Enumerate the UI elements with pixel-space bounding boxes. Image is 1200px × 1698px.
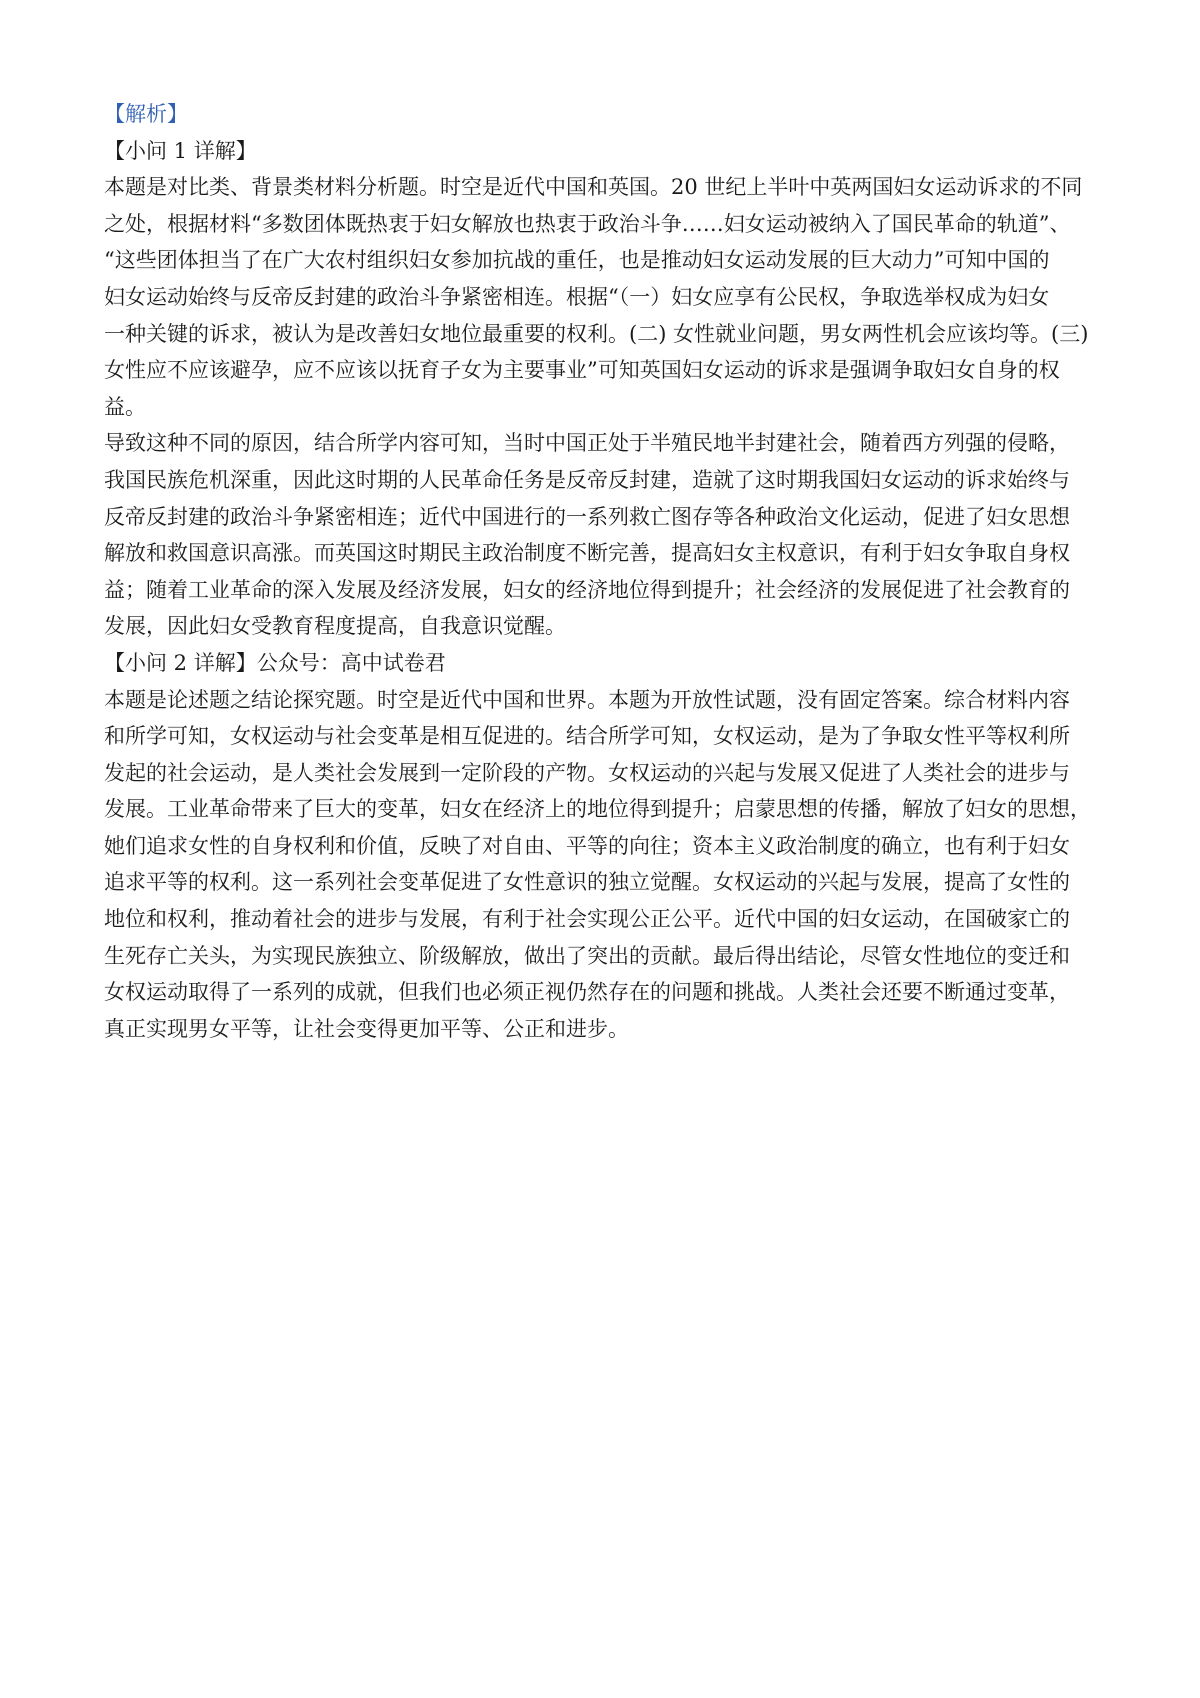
text-line: 地位和权利，推动着社会的进步与发展，有利于社会实现公正公平。近代中国的妇女运动，在国破家亡的 bbox=[104, 907, 1070, 932]
text-line: 本题是对比类、背景类材料分析题。时空是近代中国和英国。20 世纪上半叶中英两国妇女运动诉求的不同 bbox=[104, 175, 1083, 200]
question-1-paragraph-1 bbox=[104, 169, 1094, 425]
question-2-paragraph bbox=[104, 682, 1094, 1048]
text-line: 解放和救国意识高涨。而英国这时期民主政治制度不断完善，提高妇女主权意识，有利于妇女争取自身权 bbox=[104, 541, 1070, 566]
text-line: 发展。工业革命带来了巨大的变革，妇女在经济上的地位得到提升；启蒙思想的传播，解放了妇女的思想， bbox=[104, 797, 1091, 822]
question-2-heading: 【小问 2 详解】公众号：高中试卷君 bbox=[104, 650, 446, 675]
text-line: 之处，根据材料“多数团体既热衷于妇女解放也热衷于政治斗争……妇女运动被纳入了国民革命的轨道”、 bbox=[104, 211, 1071, 236]
text-line: 导致这种不同的原因，结合所学内容可知，当时中国正处于半殖民地半封建社会，随着西方列强的侵略， bbox=[104, 431, 1070, 456]
question-1-heading: 【小问 1 详解】 bbox=[104, 138, 257, 163]
text-line: 反帝反封建的政治斗争紧密相连；近代中国进行的一系列救亡图存等各种政治文化运动，促进了妇女思想 bbox=[104, 504, 1070, 529]
text-line: 本题是论述题之结论探究题。时空是近代中国和世界。本题为开放性试题，没有固定答案。综合材料内容 bbox=[104, 687, 1070, 712]
text-line: 发展，因此妇女受教育程度提高，自我意识觉醒。 bbox=[104, 614, 566, 639]
text-line: 发起的社会运动，是人类社会发展到一定阶段的产物。女权运动的兴起与发展又促进了人类社会的进步与 bbox=[104, 760, 1070, 785]
text-line: 妇女运动始终与反帝反封建的政治斗争紧密相连。根据“（一）妇女应享有公民权，争取选举权成为妇女 bbox=[104, 284, 1050, 309]
text-line: 女权运动取得了一系列的成就，但我们也必须正视仍然存在的问题和挑战。人类社会还要不断通过变革， bbox=[104, 980, 1070, 1005]
text-line: 益；随着工业革命的深入发展及经济发展，妇女的经济地位得到提升；社会经济的发展促进了社会教育的 bbox=[104, 577, 1070, 602]
text-line: “这些团体担当了在广大农村组织妇女参加抗战的重任，也是推动妇女运动发展的巨大动力”可知中国的 bbox=[104, 248, 1050, 273]
text-line: 我国民族危机深重，因此这时期的人民革命任务是反帝反封建，造就了这时期我国妇女运动的诉求始终与 bbox=[104, 467, 1070, 492]
text-line: 女性应不应该避孕，应不应该以抚育子女为主要事业”可知英国妇女运动的诉求是强调争取妇女自身的权 bbox=[104, 358, 1060, 383]
question-1-paragraph-2 bbox=[104, 425, 1094, 645]
text-line: 一种关键的诉求，被认为是改善妇女地位最重要的权利。(二) 女性就业问题，男女两性机会应该均等。(三) bbox=[104, 321, 1089, 346]
text-line: 生死存亡关头，为实现民族独立、阶级解放，做出了突出的贡献。最后得出结论，尽管女性地位的变迁和 bbox=[104, 943, 1070, 968]
text-line: 真正实现男女平等，让社会变得更加平等、公正和进步。 bbox=[104, 1016, 629, 1041]
text-line: 和所学可知，女权运动与社会变革是相互促进的。结合所学可知，女权运动，是为了争取女性平等权利所 bbox=[104, 724, 1070, 749]
document-page bbox=[104, 96, 1094, 1047]
text-line: 她们追求女性的自身权利和价值，反映了对自由、平等的向往；资本主义政治制度的确立，也有利于妇女 bbox=[104, 833, 1070, 858]
analysis-heading: 【解析】 bbox=[104, 102, 188, 126]
text-line: 益。 bbox=[104, 394, 146, 419]
text-line: 追求平等的权利。这一系列社会变革促进了女性意识的独立觉醒。女权运动的兴起与发展，提高了女性的 bbox=[104, 870, 1070, 895]
